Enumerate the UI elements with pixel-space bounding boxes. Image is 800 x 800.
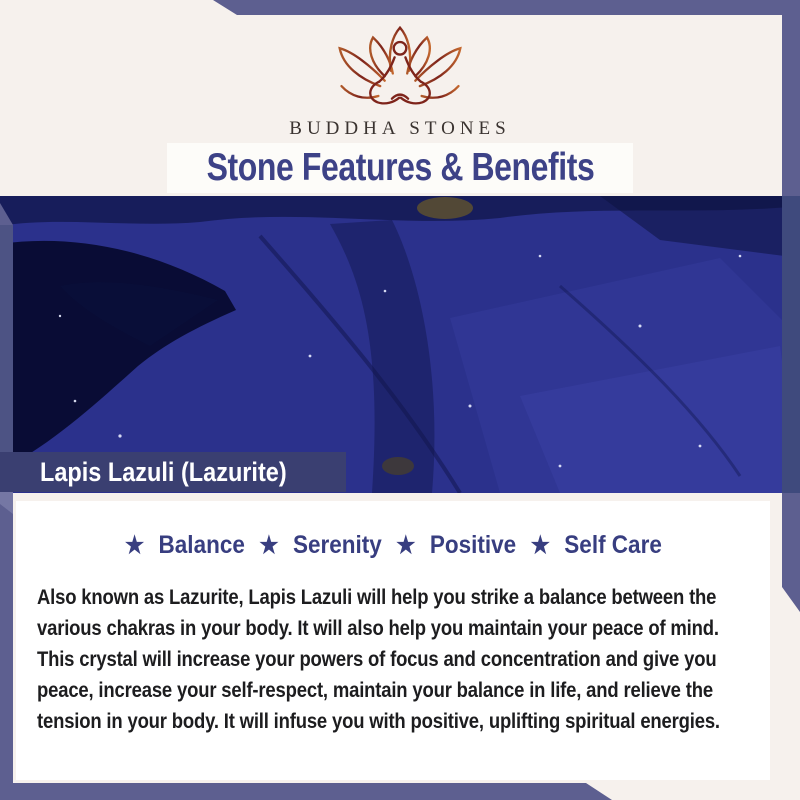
benefit-label: Serenity <box>286 531 382 559</box>
stone-name: Lapis Lazuli (Lazurite) <box>40 456 287 487</box>
star-icon: ★ <box>530 532 550 559</box>
lapis-rock-image <box>0 196 800 493</box>
stone-name-banner <box>0 452 346 492</box>
top-border-band <box>0 0 800 15</box>
content-panel <box>16 501 770 780</box>
benefit-label: Positive <box>423 531 516 559</box>
description-paragraph: Also known as Lazurite, Lapis Lazuli will help you strike a balance between the various chakras in your body. It will also help you maintain your peace of mind. This crystal will increase your powers of focus and concentration and give you peace, increase your self-respect, maintain your balance in life, and relieve the tension in your body. It will infuse you with positive, uplifting spiritual energies. <box>37 586 720 733</box>
lotus-meditation-icon <box>325 24 475 114</box>
left-border-dark-segment <box>0 225 13 452</box>
section-title-strip <box>167 143 633 193</box>
brand-name: BUDDHA STONES <box>289 118 511 139</box>
star-icon: ★ <box>124 532 144 559</box>
bottom-border-band <box>0 783 612 800</box>
right-border-dark-segment <box>782 196 800 493</box>
brand-header <box>0 24 800 140</box>
section-title: Stone Features & Benefits <box>206 146 594 189</box>
benefit-label: Self Care <box>557 531 662 559</box>
star-icon: ★ <box>258 532 279 559</box>
stone-photo <box>0 196 800 493</box>
benefit-label: Balance <box>151 531 245 559</box>
star-icon: ★ <box>395 532 416 559</box>
benefits-line <box>16 531 770 560</box>
benefits-items <box>124 531 661 560</box>
